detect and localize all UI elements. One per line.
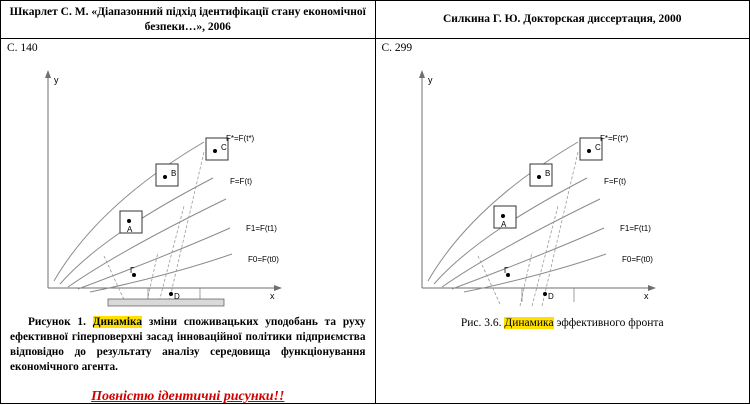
header-left-source: Шкарлет С. М. «Діапазонний підхід ідентифікації стану економічної безпеки…», 2006 [1,1,376,38]
svg-text:F0=F(t0): F0=F(t0) [622,255,654,264]
figure-left [8,56,368,311]
svg-text:F1=F(t1): F1=F(t1) [245,224,277,233]
right-page-label: С. 299 [381,42,413,54]
svg-text:D: D [173,292,180,301]
svg-text:B: B [545,169,551,178]
right-figure-caption [376,311,750,329]
left-caption-rest: зміни споживацьких уподобань та руху ефективної гіперповерхні засад інноваційної політики підприємства відповідно до результату аналізу середовища функціонування економічного агента. [10,316,366,374]
svg-text:F=F(t): F=F(t) [604,177,627,186]
right-caption-rest: эффективного фронта [553,317,664,329]
svg-text:F*=F(t*): F*=F(t*) [225,134,254,143]
svg-text:F=F(t): F=F(t) [229,177,252,186]
svg-text:C: C [220,143,227,152]
svg-text:Г: Г [129,266,135,275]
figure-left-x-axis-label: x [269,291,275,301]
svg-text:A: A [126,225,133,234]
figure-right [382,56,742,311]
left-figure-caption [1,311,375,375]
left-caption-prefix: Рисунок 1. [28,316,93,328]
svg-text:D: D [548,292,555,301]
header-right-source: Силкина Г. Ю. Докторская диссертация, 2000 [442,13,682,26]
left-column [1,39,376,404]
svg-text:Г: Г [504,266,509,275]
right-caption-highlight: Динамика [504,317,554,329]
figure-right-x-axis-label: x [644,291,649,301]
right-column [376,39,750,404]
right-caption-prefix: Рис. 3.6. [460,317,505,329]
svg-text:A: A [501,220,507,229]
svg-text:F0=F(t0): F0=F(t0) [247,255,279,264]
left-page-label: С. 140 [7,42,38,54]
svg-text:C: C [595,143,602,152]
header-row [1,1,749,39]
svg-text:B: B [170,169,177,178]
svg-text:F*=F(t*): F*=F(t*) [600,134,629,143]
figure-left-y-axis-label: y [53,75,59,85]
figure-right-y-axis-label: y [428,75,433,85]
comparison-columns [1,39,749,404]
left-caption-highlight: Динаміка [92,316,142,328]
identical-figures-note: Повністю ідентичні рисунки!! [91,389,285,405]
svg-text:F1=F(t1): F1=F(t1) [620,224,652,233]
